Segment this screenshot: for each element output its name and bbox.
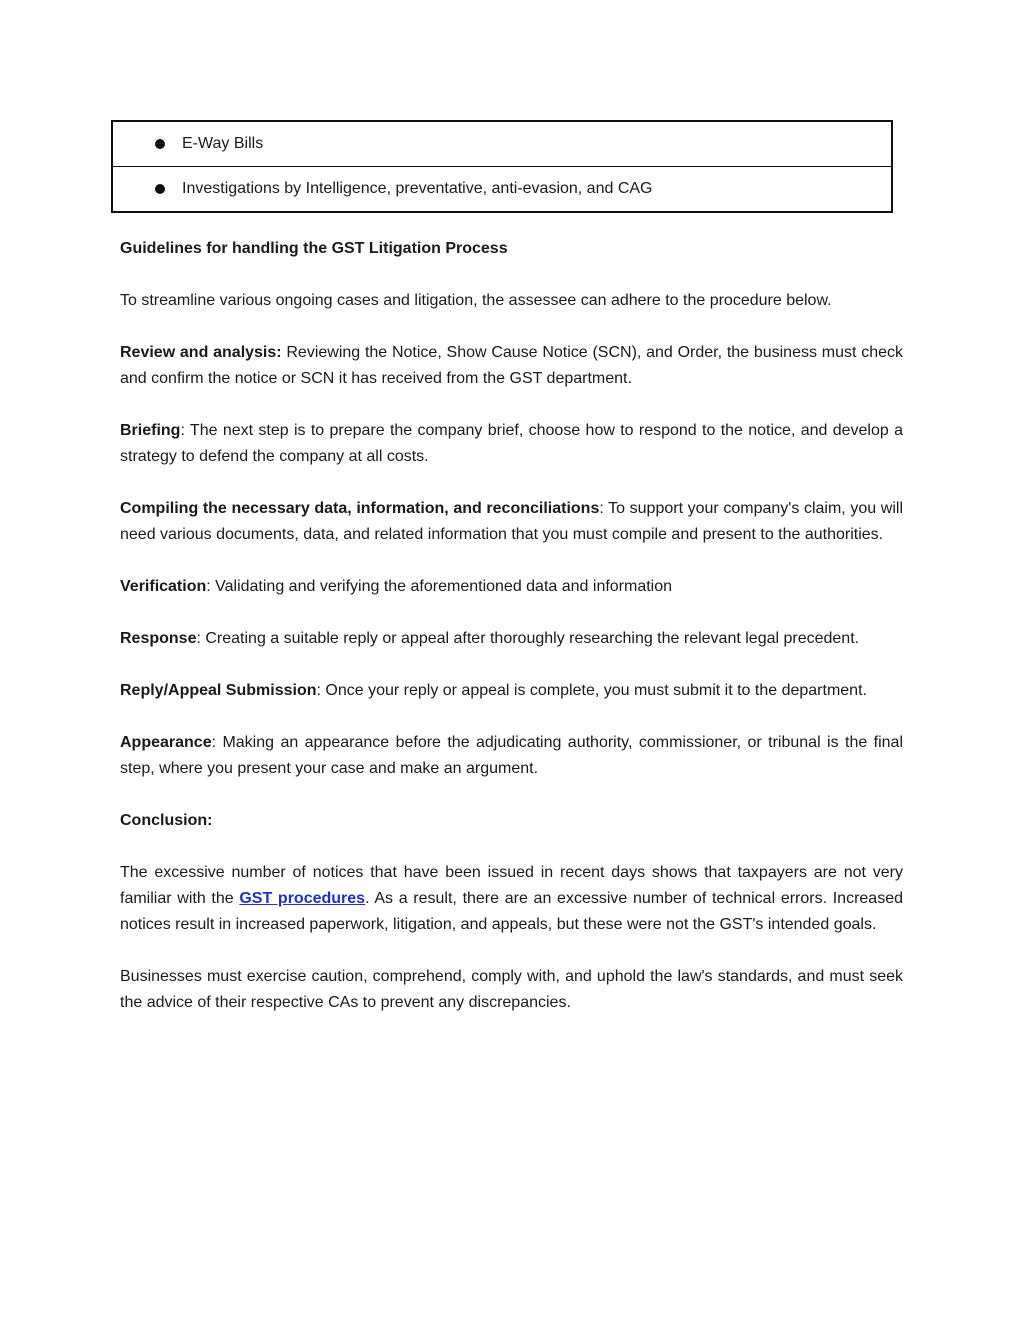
table-cell: [112, 121, 892, 167]
step-text: Reviewing the Notice, Show Cause Notice (SCN), and Order, the business must check and confirm the notice or SCN it has received from the GST department.: [120, 344, 903, 387]
closing-paragraph: Businesses must exercise caution, comprehend, comply with, and uphold the law's standards, and must seek the advice of their respective CAs to prevent any discrepancies.: [120, 968, 903, 1011]
step-paragraph: [120, 496, 903, 548]
step-term: Reply/Appeal Submission: [120, 682, 317, 699]
bullet-dot-icon: [155, 139, 165, 149]
step-term: Review and analysis:: [120, 344, 282, 361]
step-paragraph: [120, 678, 903, 704]
table-row: [112, 167, 892, 213]
gst-procedures-link[interactable]: GST procedures: [239, 890, 366, 907]
conclusion-heading: Conclusion:: [120, 812, 213, 829]
step-paragraph: [120, 340, 903, 392]
step-text: : Validating and verifying the aforementioned data and information: [206, 578, 673, 595]
step-term: Compiling the necessary data, information, and reconciliations: [120, 500, 600, 517]
table-cell: [112, 167, 892, 213]
step-term: Briefing: [120, 422, 181, 439]
step-text: : Making an appearance before the adjudicating authority, commissioner, or tribunal is the final step, where you present your case and make an argument.: [120, 734, 903, 777]
step-term: Appearance: [120, 734, 212, 751]
step-term: Verification: [120, 578, 207, 595]
section-heading: Guidelines for handling the GST Litigation Process: [120, 240, 508, 257]
step-text: : The next step is to prepare the company brief, choose how to respond to the notice, and develop a strategy to defend the company at all costs.: [120, 422, 903, 465]
step-paragraph: [120, 626, 903, 652]
bullet-text: E-Way Bills: [182, 135, 264, 152]
intro-paragraph: To streamline various ongoing cases and litigation, the assessee can adhere to the procedure below.: [120, 292, 832, 309]
step-term: Response: [120, 630, 197, 647]
step-text: : To support your company's claim, you will need various documents, data, and related information that you must compile and present to the authorities.: [120, 500, 903, 543]
step-text: : Once your reply or appeal is complete, you must submit it to the department.: [316, 682, 867, 699]
step-paragraph: [120, 574, 903, 600]
step-text: : Creating a suitable reply or appeal after thoroughly researching the relevant legal precedent.: [196, 630, 860, 647]
bullet-table: [111, 120, 893, 213]
table-row: [112, 121, 892, 167]
bullet-dot-icon: [155, 184, 165, 194]
conclusion-paragraph: The excessive number of notices that have been issued in recent days shows that taxpayers are not very familiar with the GST procedures. As a result, there are an excessive number of technical errors. Increased notices result in increased paperwork, litigation, and appeals, but these were not the GST's intended goals.: [120, 864, 903, 933]
step-paragraph: [120, 730, 903, 782]
document-body: [120, 236, 903, 1042]
step-paragraph: [120, 418, 903, 470]
bullet-text: Investigations by Intelligence, preventative, anti-evasion, and CAG: [182, 180, 653, 197]
